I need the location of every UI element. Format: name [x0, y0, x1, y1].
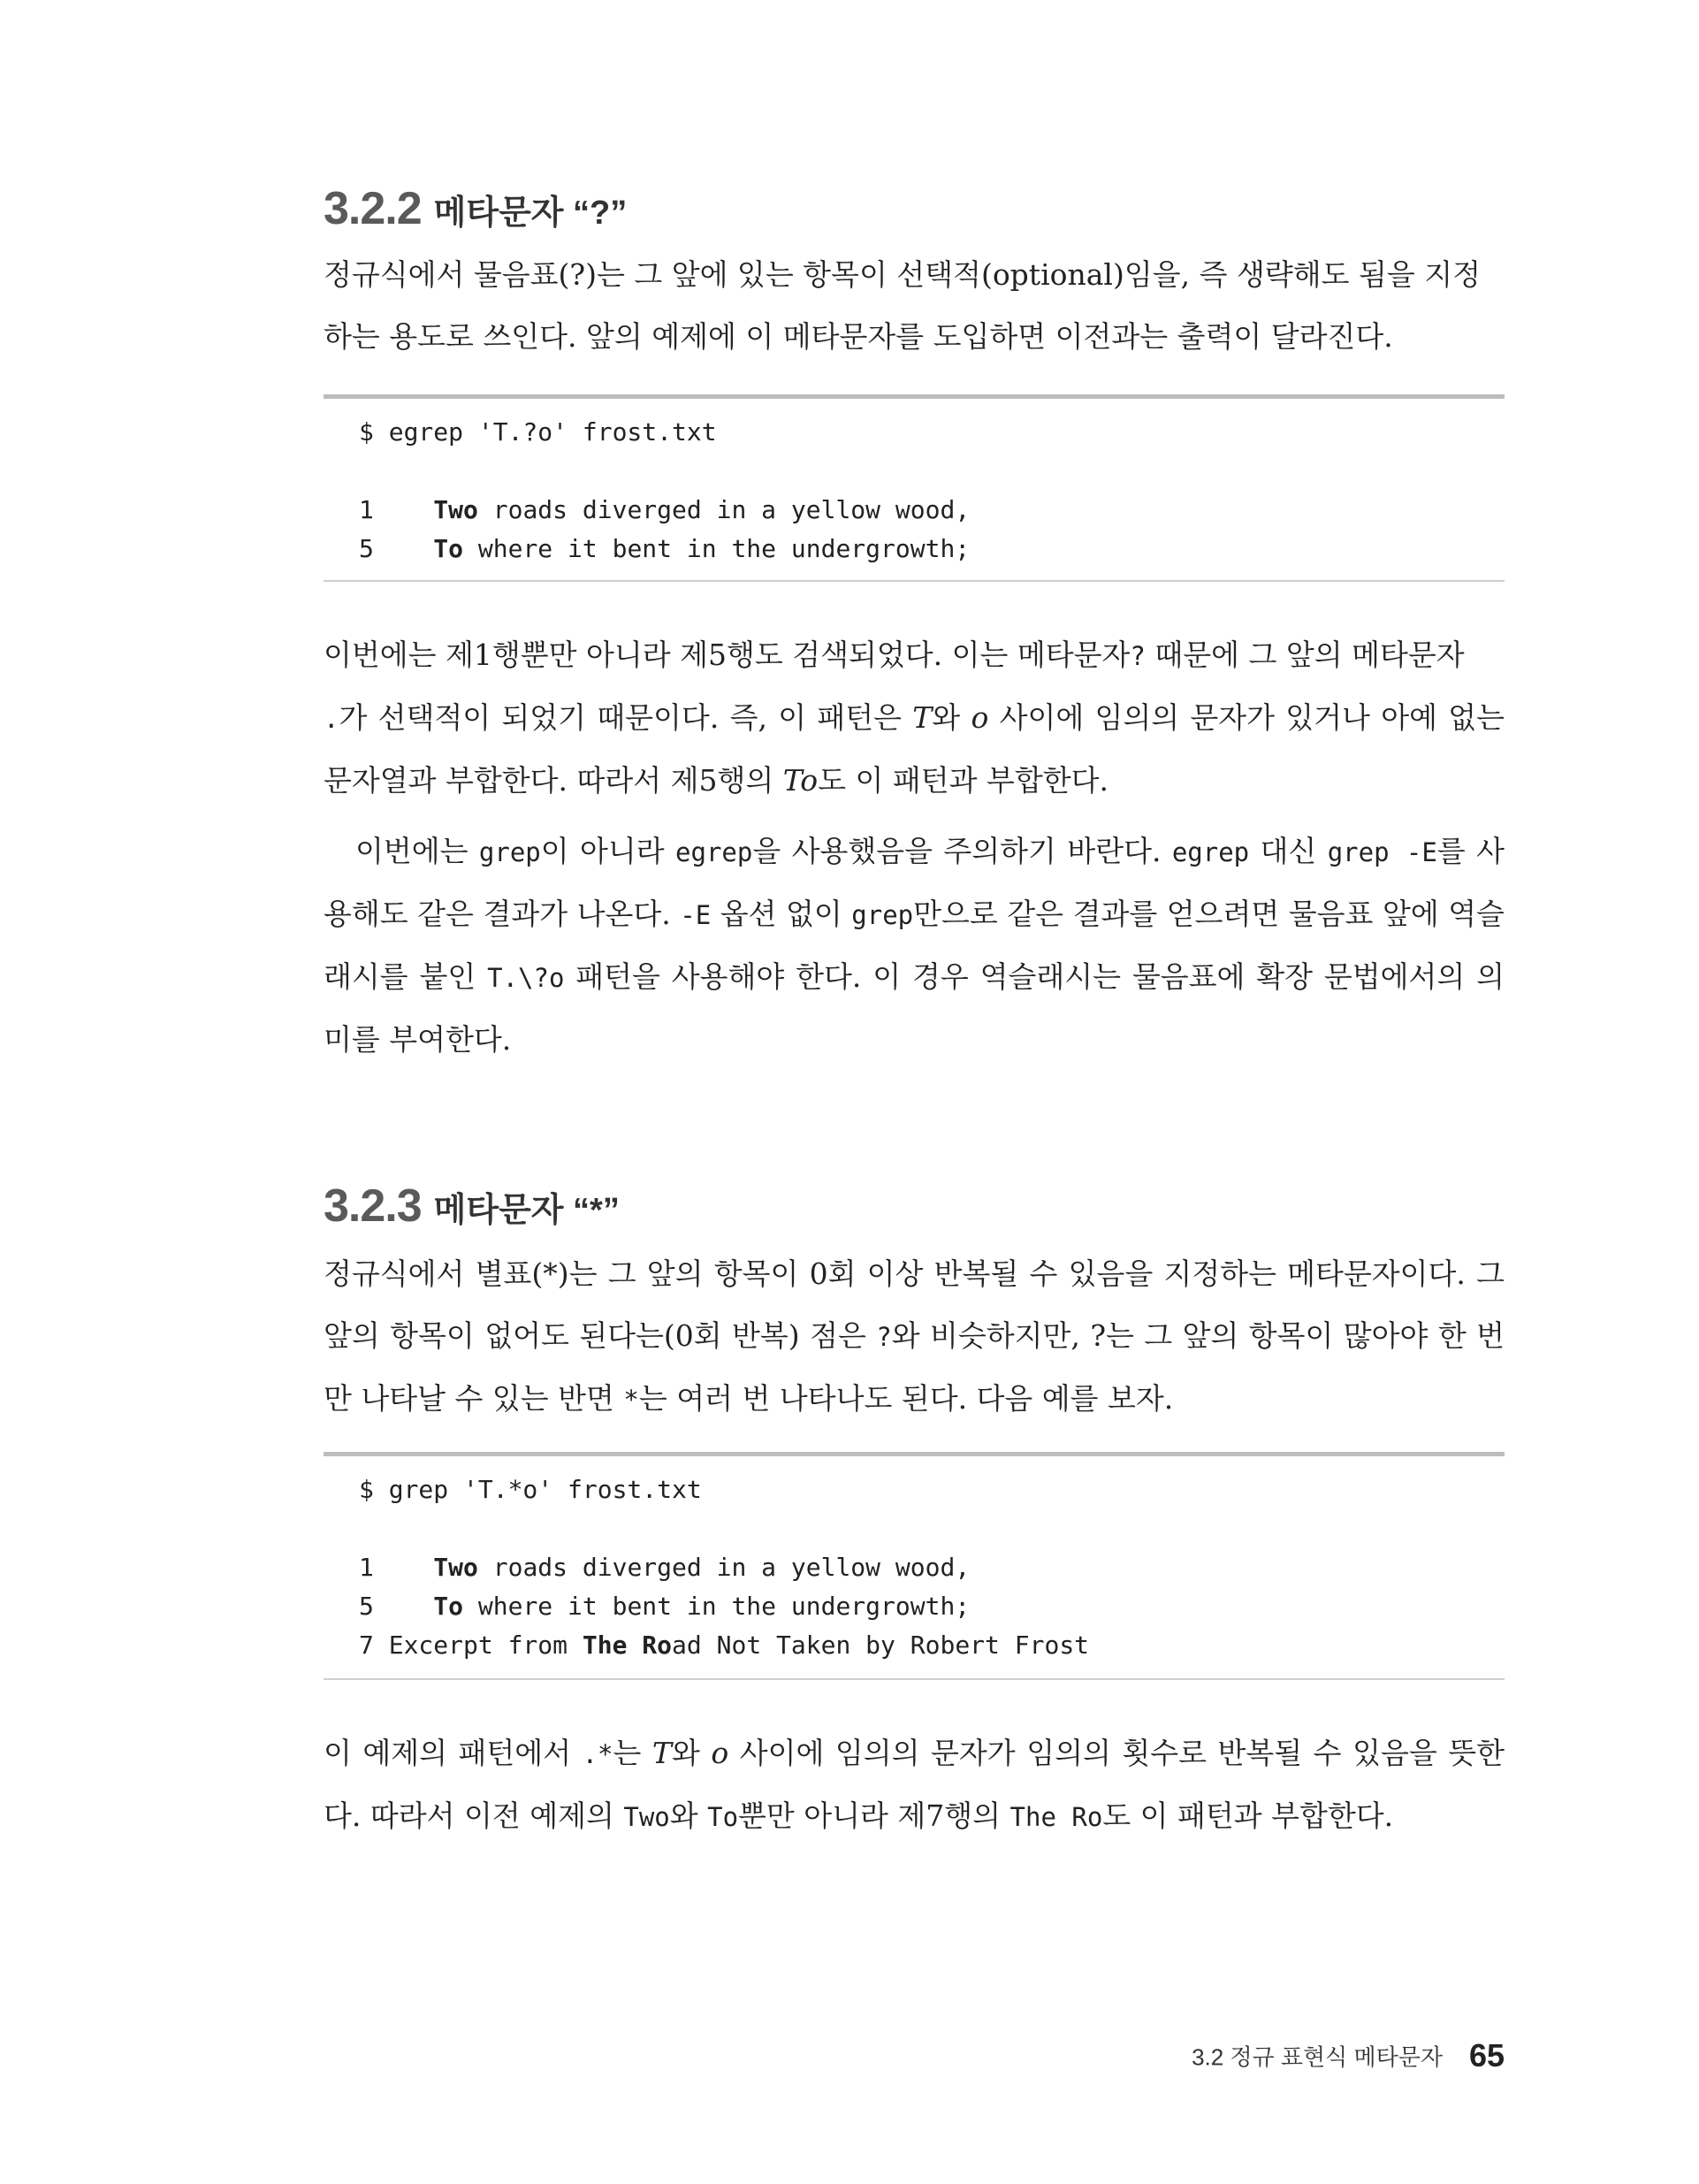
section-title: 메타문자 “?”: [433, 195, 628, 232]
code-rule-bottom: [324, 580, 1505, 582]
intro-paragraph-323: 정규식에서 별표(*)는 그 앞의 항목이 0회 이상 반복될 수 있음을 지정하는 메타문자이다. 그 앞의 항목이 없어도 된다는(0회 반복) 점은 ?와 비슷하지만, ?는 그 앞의 항목이 많아야 한 번만 나타날 수 있는 반면 *는 여러 번 나타나도 된다. 다음 예를 보자.: [324, 1256, 1505, 1416]
intro-line-1: 정규식에서 물음표(?)는 그 앞에 있는 항목이 선택적(optional)임을, 즉 생략해도 됨을 지정: [324, 257, 1481, 292]
code-rule-bottom: [324, 1678, 1505, 1680]
section-title: 메타문자 “*”: [433, 1192, 620, 1229]
section-number: 3.2.2: [324, 183, 422, 234]
page-footer: [1192, 2037, 1505, 2074]
explain-paragraph-323: 이 예제의 패턴에서 .*는 T와 o 사이에 임의의 문자가 임의의 횟수로 반복될 수 있음을 뜻한다. 따라서 이전 예제의 Two와 To뿐만 아니라 제7행의 The Ro도 이 패턴과 부합한다.: [324, 1736, 1505, 1833]
code-rule-top: [324, 1452, 1505, 1456]
explain-paragraph-2: 이번에는 grep이 아니라 egrep을 사용했음을 주의하기 바란다. egrep 대신 grep -E를 사용해도 같은 결과가 나온다. -E 옵션 없이 grep만으로 같은 결과를 얻으려면 물음표 앞에 역슬래시를 붙인 T.\?o 패턴을 사용해야 한다. 이 경우 역슬래시는 물음표에 확장 문법에서의 의미를 부여한다.: [324, 834, 1505, 1057]
intro-paragraph-322: [324, 244, 1505, 368]
code-command: $ egrep 'T.?o' frost.txt: [359, 417, 717, 447]
code-output-line: 7 Excerpt from The Road Not Taken by Robert Frost: [359, 1630, 1090, 1660]
code-rule-top: [324, 394, 1505, 399]
footer-section-title: 3.2 정규 표현식 메타문자: [1192, 2043, 1443, 2071]
code-output-line: 5 To where it bent in the undergrowth;: [359, 534, 971, 563]
intro-line-2: 하는 용도로 쓰인다. 앞의 예제에 이 메타문자를 도입하면 이전과는 출력이 달라진다.: [324, 319, 1393, 354]
code-output-line: 1 Two roads diverged in a yellow wood,: [359, 1553, 971, 1582]
code-command: $ grep 'T.*o' frost.txt: [359, 1475, 702, 1504]
section-heading-323: [324, 1180, 620, 1233]
code-output-line: 1 Two roads diverged in a yellow wood,: [359, 495, 971, 524]
code-output-line: 5 To where it bent in the undergrowth;: [359, 1592, 971, 1621]
page-number: 65: [1468, 2037, 1505, 2073]
section-heading-322: [324, 182, 627, 235]
section-number: 3.2.3: [324, 1180, 422, 1232]
explain-paragraph-1: 이번에는 제1행뿐만 아니라 제5행도 검색되었다. 이는 메타문자? 때문에 그 앞의 메타문자 .가 선택적이 되었기 때문이다. 즉, 이 패턴은 T와 o 사이에 임의의 문자가 있거나 아예 없는 문자열과 부합한다. 따라서 제5행의 To도 이 패턴과 부합한다.: [324, 638, 1505, 798]
